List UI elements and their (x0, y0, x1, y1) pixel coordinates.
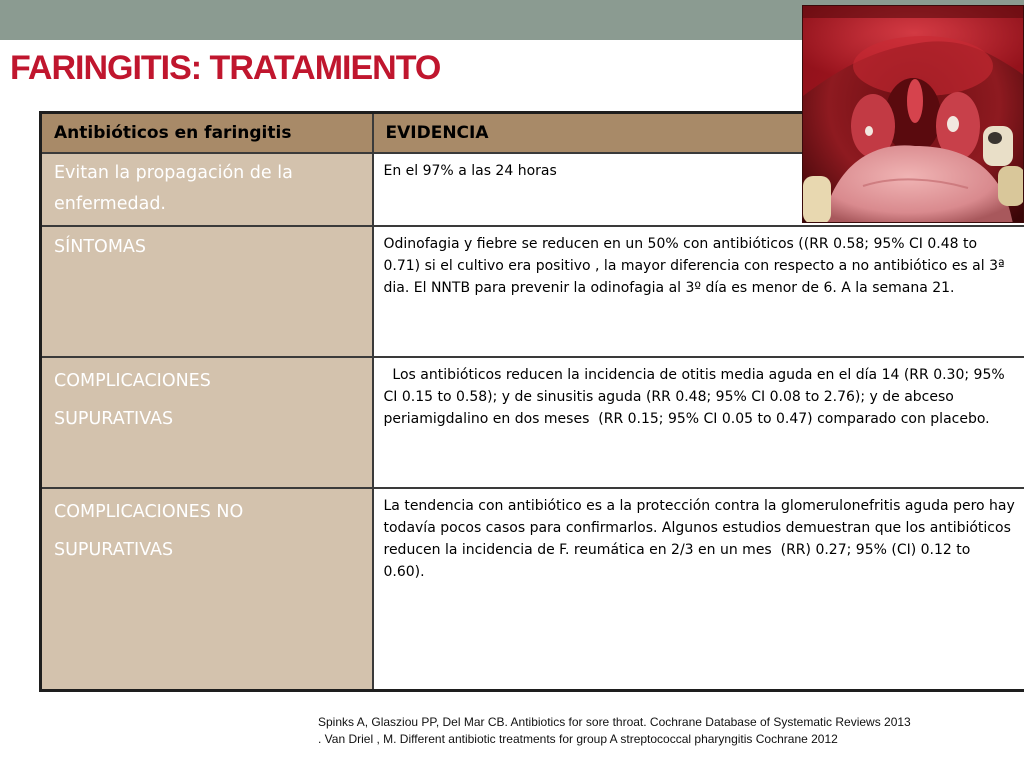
row-label-line: Evitan la propagación de la (54, 162, 293, 183)
slide-title: FARINGITIS: TRATAMIENTO (10, 49, 441, 87)
table-row (41, 488, 1024, 691)
row-label-symptoms (41, 226, 373, 357)
header-antibiotics: Antibióticos en faringitis (41, 113, 373, 153)
row-label-propagation (41, 153, 373, 226)
row-label-suppurative (41, 357, 373, 488)
row-label-non-suppurative (41, 488, 373, 691)
header-evidence: EVIDENCIA (373, 113, 1024, 153)
row-label-line: SÍNTOMAS (54, 236, 147, 257)
citation-line: Spinks A, Glasziou PP, Del Mar CB. Antibiotics for sore throat. Cochrane Database of Systematic Reviews 2013 (318, 715, 911, 729)
table-row (41, 226, 1024, 357)
row-evidence-propagation: En el 97% a las 24 horas (373, 153, 1024, 226)
row-label-line: enfermedad. (54, 193, 166, 214)
row-label-line: COMPLICACIONES (54, 370, 211, 391)
row-label-line: SUPURATIVAS (54, 539, 174, 560)
citation-line: . Van Driel , M. Different antibiotic treatments for group A streptococcal pharyngitis Cochrane 2012 (318, 732, 838, 746)
citation-block (318, 714, 1018, 748)
table-row (41, 357, 1024, 488)
row-label-line: SUPURATIVAS (54, 408, 174, 429)
row-evidence-symptoms: Odinofagia y fiebre se reducen en un 50% con antibióticos ((RR 0.58; 95% CI 0.48 to 0.71) si el cultivo era positivo , la mayor diferencia con respecto a no antibiótico es al 3ª dia. El NNTB para prevenir la odinofagia al 3º día es menor de 6. A la semana 21. (373, 226, 1024, 357)
throat-photo-image (803, 6, 1024, 223)
row-evidence-non-suppurative: La tendencia con antibiótico es a la protección contra la glomerulonefritis aguda pero hay todavía pocos casos para confirmarlos. Algunos estudios demuestran que los antibióticos reducen la incidencia de F. reumática en 2/3 en un mes (RR) 0.27; 95% (CI) 0.12 to 0.60). (373, 488, 1024, 691)
throat-photo (802, 5, 1024, 223)
row-evidence-suppurative: Los antibióticos reducen la incidencia de otitis media aguda en el día 14 (RR 0.30; 95% CI 0.15 to 0.58); y de sinusitis aguda (RR 0.48; 95% CI 0.08 to 2.76); y de abceso periamigdalino en dos meses (RR 0.15; 95% CI 0.05 to 0.47) comparado con placebo. (373, 357, 1024, 488)
row-label-line: COMPLICACIONES NO (54, 501, 244, 522)
